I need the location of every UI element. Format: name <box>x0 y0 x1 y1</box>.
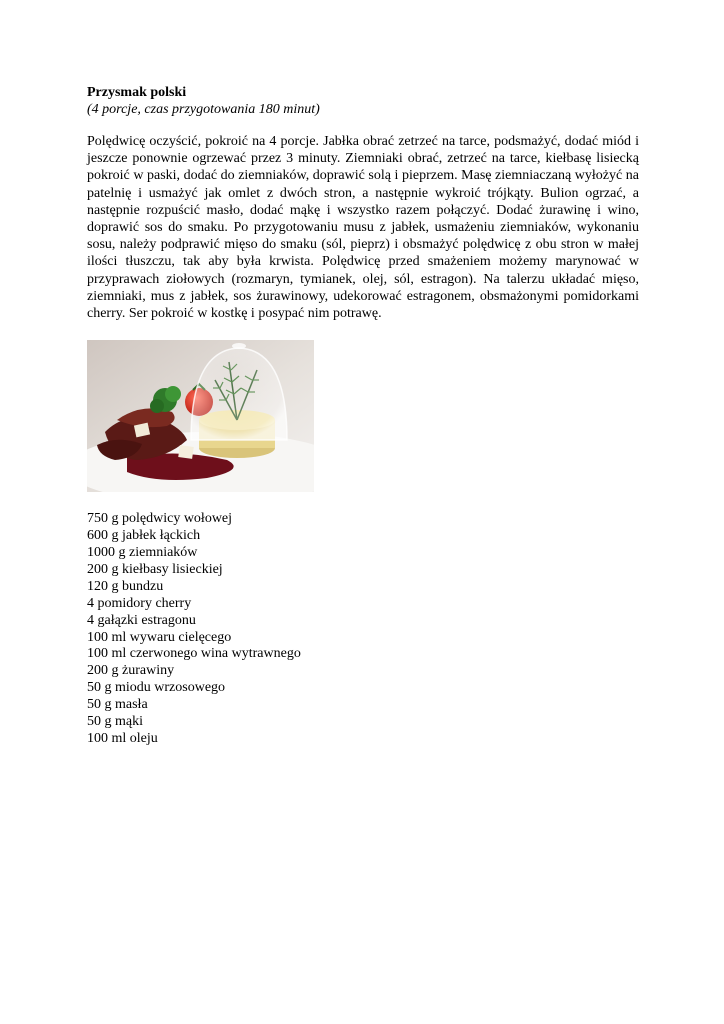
ingredient-item: 1000 g ziemniaków <box>87 545 198 561</box>
ingredient-item: 50 g mąki <box>87 714 143 730</box>
ingredient-item: 200 g kiełbasy lisieckiej <box>87 561 223 577</box>
ingredient-item: 100 ml wywaru cielęcego <box>87 629 232 645</box>
ingredient-item: 4 pomidory cherry <box>87 595 192 611</box>
ingredient-item: 50 g miodu wrzosowego <box>87 680 226 696</box>
ingredient-item: 750 g polędwicy wołowej <box>87 511 233 527</box>
ingredient-item: 100 ml czerwonego wina wytrawnego <box>87 646 301 662</box>
ingredient-item: 50 g masła <box>87 697 148 713</box>
ingredient-item: 200 g żurawiny <box>87 663 175 679</box>
ingredients-list <box>87 511 639 748</box>
ingredient-item: 600 g jabłek łąckich <box>87 528 201 544</box>
dish-photo <box>87 340 314 492</box>
recipe-page <box>87 84 639 748</box>
ingredient-item: 100 ml oleju <box>87 731 158 747</box>
ingredient-item: 4 gałązki estragonu <box>87 612 196 628</box>
ingredient-item: 120 g bundzu <box>87 578 164 594</box>
recipe-title: Przysmak polski <box>87 85 187 100</box>
recipe-subtitle: (4 porcje, czas przygotowania 180 minut) <box>87 102 320 117</box>
recipe-instructions: Polędwicę oczyścić, pokroić na 4 porcje. Jabłka obrać zetrzeć na tarce, podsmażyć, dodać miód i jeszcze ponownie ogrzewać przez 3 minuty. Ziemniaki obrać, zetrzeć na tarce, kiełbasę lisiecką pokroić w paski, dodać do ziemniaków, doprawić solą i pieprzem. Masę ziemniaczaną wyłożyć na patelnię i usmażyć jak omlet z dwóch stron, a następnie wykroić trójkąty. Bulion ogrzać, a następnie rozpuścić masło, dodać mąkę i wszystko razem połączyć. Dodać żurawinę i wino, doprawić sos do smaku. Po przygotowaniu musu z jabłek, usmażeniu ziemniaków, wykonaniu sosu, należy podprawić mięso do smaku (sól, pieprz) i obsmażyć polędwicę z obu stron w małej ilości tłuszczu, tak aby była krwista. Polędwicę przed smażeniem możemy marynować w przyprawach ziołowych (rozmaryn, tymianek, olej, sól, estragon). Na talerzu układać mięso, ziemniaki, mus z jabłek, sos żurawinowy, udekorować estragonem, obsmażonymi pomidorkami cherry. Ser pokroić w kostkę i posypać nim potrawę. <box>87 134 639 322</box>
